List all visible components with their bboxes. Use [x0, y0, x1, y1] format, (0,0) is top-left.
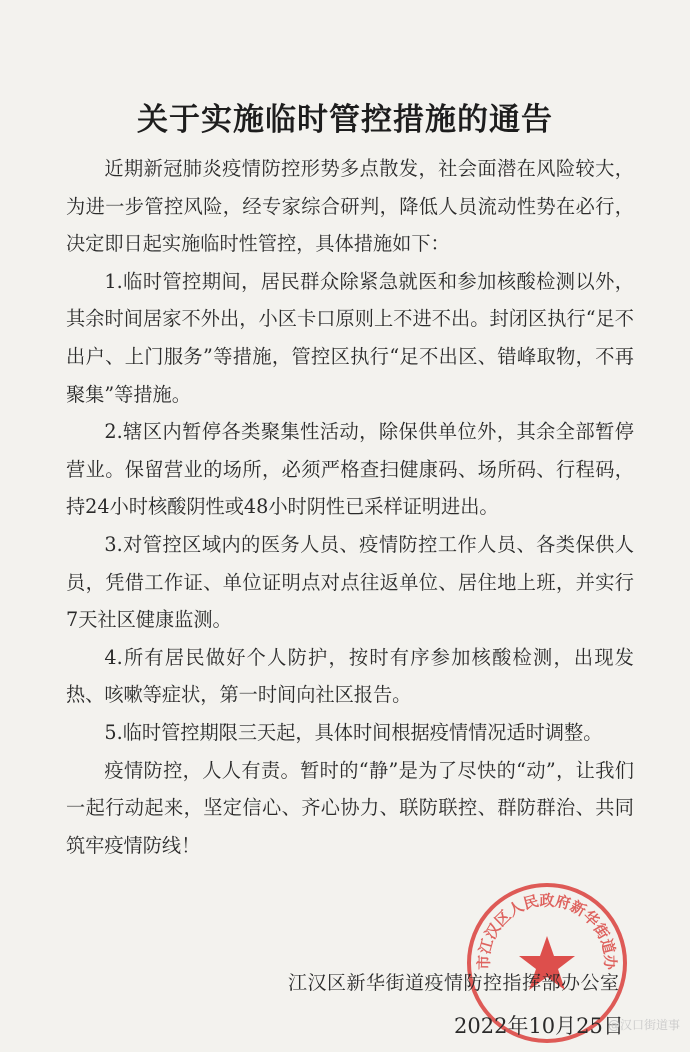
notice-title: 关于实施临时管控措施的通告 [137, 102, 553, 138]
measure-5-paragraph: 5.临时管控期限三天起，具体时间根据疫情情况适时调整。 [104, 720, 603, 744]
measure-4-paragraph: 4.所有居民做好个人防护，按时有序参加核酸检测，出现发热、咳嗽等症状，第一时间向社区报告。 [66, 645, 634, 707]
issuer-signature: 江汉区新华街道疫情防控指挥部办公室 [288, 972, 620, 994]
measure-3-paragraph: 3.对管控区域内的医务人员、疫情防控工作人员、各类保供人员，凭借工作证、单位证明点对点往返单位、居住地上班，并实行7天社区健康监测。 [66, 532, 634, 632]
measure-1-paragraph: 1.临时管控期间，居民群众除紧急就医和参加核酸检测以外，其余时间居家不外出，小区卡口原则上不进不出。封闭区执行“足不出户、上门服务”等措施，管控区执行“足不出区、错峰取物，不再聚集”等措施。 [66, 269, 634, 406]
measure-2-paragraph: 2.辖区内暂停各类聚集性活动，除保供单位外，其余全部暂停营业。保留营业的场所，必须严格查扫健康码、场所码、行程码，持24小时核酸阴性或48小时阴性已采样证明进出。 [66, 420, 634, 519]
closing-paragraph: 疫情防控，人人有责。暂时的“静”是为了尽快的“动”，让我们一起行动起来，坚定信心、齐心协力、联防联控、群防群治、共同筑牢疫情防线！ [66, 758, 634, 857]
issue-date: 2022年10月25日 [454, 1014, 624, 1038]
notice-body [66, 150, 634, 864]
seal-text: 市江汉区人民政府新华街道办 [474, 891, 620, 971]
intro-paragraph: 近期新冠肺炎疫情防控形势多点散发，社会面潜在风险较大，为进一步管控风险，经专家综合研判，降低人员流动性势在必行，决定即日起实施临时性管控，具体措施如下： [66, 157, 634, 256]
watermark: @汉口街道事 [607, 1018, 680, 1032]
